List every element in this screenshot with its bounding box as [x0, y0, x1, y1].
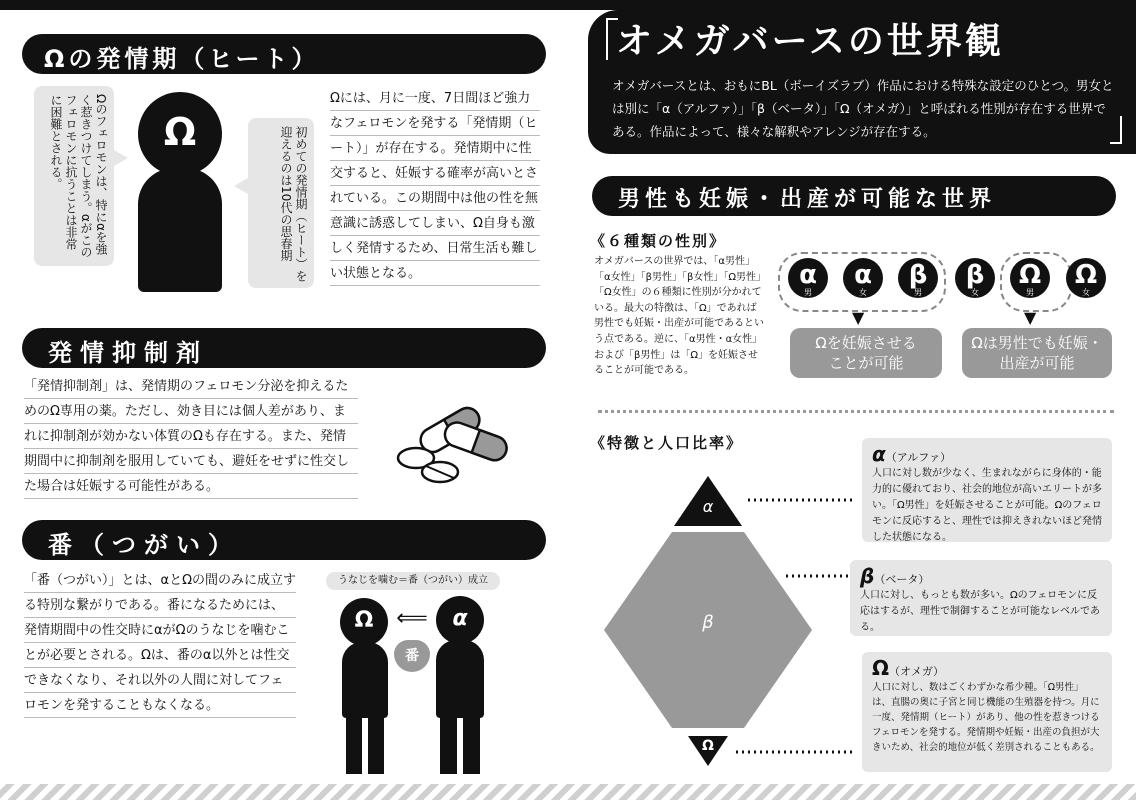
bond-omega-leg-right [368, 712, 384, 774]
heat-body-text: Ωには、月に一度、7日間ほど強力なフェロモンを発する「発情期（ヒート）」が存在する。発情期中に性交すると、妊娠する確率が高いとされている。この期間中は他の性を無意識に誘惑してしまい、Ω自身も激しく発情するため、日常生活も難しい状態となる。 [330, 86, 540, 302]
gender-omega-female-icon: Ω 女 [1066, 258, 1106, 298]
suppressant-heading [22, 328, 546, 368]
top-band [0, 0, 1136, 10]
alpha-description [862, 438, 1112, 542]
bubble-right-text: 初めての発情期（ヒート）を迎えるのは10代の思春期 [279, 126, 308, 282]
bond-omega-body [342, 642, 388, 718]
bond-heading [22, 520, 546, 560]
alpha-description-text: 人口に対し数が少なく、生まれながらに身体的・能力的に優れており、社会的地位が高いエリートが多い。「Ω男性」を妊娠させることが可能。Ωのフェロモンに反応すると、理性では抑えきれないほど発情した状態になる。 [872, 468, 1102, 543]
heat-heading-text: Ωの発情期（ヒート） [44, 45, 320, 73]
bond-caption: うなじを噛む＝番（つがい）成立 [326, 572, 500, 590]
beta-description-title: β（ベータ） [860, 564, 930, 588]
bubble-left-text: Ωのフェロモンは、特にαを強く惹きつけてしまう。αがこのフェロモンに抗うことは非常に困難とされる。 [49, 94, 108, 258]
ratio-subheading: 《特徴と人口比率》 [590, 434, 744, 452]
pregnancy-body-text: オメガバースの世界では、「α男性」「α女性」「β男性」「β女性」「Ω男性」「Ω女性」の６種類に性別が分かれている。最大の特徴は、「Ω」であれば男性でも妊娠・出産が可能であるという点である。逆に、「α男性・α女性」および「β男性」は「Ω」を妊娠させることが可能である。 [594, 256, 764, 377]
omega-figure-symbol: Ω [163, 110, 197, 154]
omega-description-title: Ω（オメガ） [872, 656, 945, 680]
alpha-triangle-label: α [702, 497, 714, 516]
intro-text: オメガバースとは、おもにBL（ボーイズラブ）作品における特殊な設定のひとつ。男女とは別に「α（アルファ）」「β（ベータ）」「Ω（オメガ）」と呼ばれる性別が存在する世界である。作品によって、様々な解釈やアレンジが存在する。 [612, 78, 1114, 139]
bond-omega-symbol: Ω [354, 608, 374, 633]
bond-arrow: ⟸ [396, 606, 428, 631]
bond-heart-label: 番 [405, 648, 419, 664]
suppressant-heading-text: 発情抑制剤 [48, 339, 208, 367]
heat-heading [22, 34, 546, 74]
note-left-text: Ωを妊娠させることが可能 [815, 334, 917, 372]
omega-description [862, 652, 1112, 772]
gender-subheading: 《６種類の性別》 [590, 232, 727, 250]
note-right [962, 328, 1112, 378]
beta-hexagon-label: β [702, 612, 714, 633]
speech-bubble-right [248, 118, 314, 288]
bond-body-text: 「番（つがい）」とは、αとΩの間のみに成立する特別な繋がりである。番になるためには、発情期間中の性交時にαがΩのうなじを噛むことが必要とされる。Ωは、番のα以外とは性交できなくなり、それ以外の人間に対してフェロモンを発することもなくなる。 [24, 568, 296, 718]
omega-triangle-label: Ω [702, 738, 714, 754]
omega-figure-head [138, 92, 222, 176]
gender-omega-male-icon: Ω 男 [1010, 258, 1050, 298]
beta-description-text: 人口に対し、もっとも数が多い。Ωのフェロモンに反応はするが、理性で制御することが可能なレベルである。 [860, 590, 1100, 633]
section-divider [598, 410, 1114, 413]
bond-alpha-head [436, 596, 484, 644]
bond-alpha-leg-right [463, 712, 480, 774]
note-left [790, 328, 942, 378]
population-diagram [598, 470, 858, 775]
omega-description-text: 人口に対し、数はごくわずかな希少種。「Ω男性」は、直腸の奥に子宮と同じ機能の生殖器を持つ。月に一度、発情期（ヒート）があり、他の性を惹きつけるフェロモンを発する。発情期や妊娠・出産の負担が大きいため、社会的地位が低く差別されることもある。 [872, 682, 1100, 753]
note-right-text: Ωは男性でも妊娠・出産が可能 [971, 334, 1103, 372]
bond-omega-leg-left [346, 712, 362, 774]
omega-figure-body [138, 168, 222, 292]
alpha-description-title: α（アルファ） [872, 442, 952, 466]
bond-alpha-leg-left [440, 712, 457, 774]
pill-capsules-illustration [392, 396, 532, 496]
pregnancy-heading-text: 男性も妊娠・出産が可能な世界 [618, 187, 997, 212]
pregnancy-heading [592, 176, 1116, 216]
beta-description [850, 560, 1112, 636]
bond-heart [394, 640, 430, 672]
arrow-down-right-icon: ▼ [1024, 308, 1037, 327]
bond-heading-text: 番（つがい） [48, 531, 240, 559]
gender-beta-female-icon: β 女 [955, 258, 995, 298]
bubble-left-tail [114, 150, 128, 166]
gender-beta-male-icon: β 男 [898, 258, 938, 298]
speech-bubble-left [34, 86, 114, 266]
bond-omega-head [340, 598, 388, 646]
arrow-down-left-icon: ▼ [852, 308, 865, 327]
bond-alpha-body [436, 640, 484, 718]
gender-alpha-male-icon: α 男 [788, 258, 828, 298]
bottom-hatch-strip [0, 784, 1136, 800]
bubble-right-tail [234, 178, 248, 194]
title-text: オメガバースの世界観 [616, 21, 1004, 62]
gender-alpha-female-icon: α 女 [843, 258, 883, 298]
suppressant-body-text: 「発情抑制剤」は、発情期のフェロモン分泌を抑えるためのΩ専用の薬。ただし、効き目には個人差があり、まれに抑制剤が効かない体質のΩも存在する。また、発情期間中に抑制剤を服用していても、避妊をせずに性交した場合は妊娠する可能性がある。 [24, 374, 358, 500]
bond-alpha-symbol: α [452, 606, 468, 631]
